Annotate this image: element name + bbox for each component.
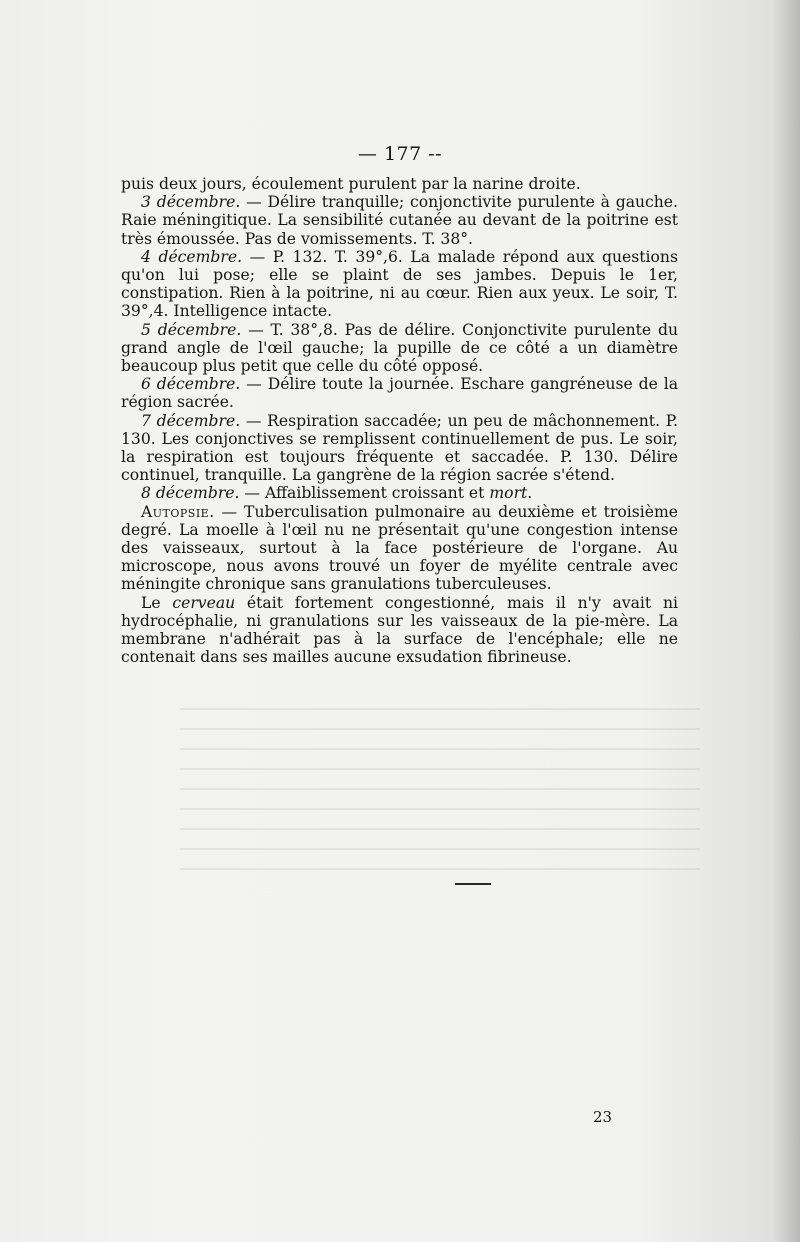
entry-6-decembre xyxy=(121,375,678,411)
entry-7-decembre xyxy=(121,412,678,485)
cerveau-pre: Le xyxy=(141,593,173,612)
entry-text: — Affaiblissement croissant et xyxy=(239,484,490,503)
autopsie-text: — Tuberculisation pulmonaire au deuxième et troisième degré. La moelle à l'œil nu ne présentait qu'une congestion intense des vaisseaux, surtout à la face postérieure de l'organe. Au microscope, nous avons trouvé un foyer de myélite centrale avec méningite chronique sans granulations tuberculeuses. xyxy=(121,502,678,594)
entry-date: 7 décembre. xyxy=(141,411,241,430)
entry-date: 3 décembre. xyxy=(141,193,241,212)
page-number: — 177 -- xyxy=(357,143,443,165)
end-rule xyxy=(455,883,491,885)
entry-date: 4 décembre. xyxy=(141,247,243,266)
entry-date: 6 décembre. xyxy=(141,375,241,394)
entry-text: — P. 132. T. 39°,6. La malade répond aux questions qu'on lui pose; elle se plaint de ses jambes. Depuis le 1er, constipation. Rien à la poitrine, ni au cœur. Rien aux yeux. Le soir, T. 39°,4. Intelligence intacte. xyxy=(121,247,678,321)
paragraph-continuation xyxy=(121,175,678,193)
entry-text-end: . xyxy=(527,484,533,503)
entry-text: — Délire tranquille; conjonctivite purulente à gauche. Raie méningitique. La sensibilité cutanée au devant de la poitrine est très émoussée. Pas de vomissements. T. 38°. xyxy=(121,193,678,248)
body-text xyxy=(121,175,678,666)
entry-text: — Respiration saccadée; un peu de mâchonnement. P. 130. Les conjonctives se remplissent continuellement de pus. Le soir, la respiration est toujours fréquente et saccadée. P. 130. Délire continuel, tranquille. La gangrène de la région sacrée s'étend. xyxy=(121,411,678,485)
entry-text-italic: mort xyxy=(489,484,528,503)
entry-text: — T. 38°,8. Pas de délire. Conjonctivite purulente du grand angle de l'œil gauche; la pupille de ce côté a un diamètre beaucoup plus petit que celle du côté opposé. xyxy=(121,320,678,376)
paragraph-text: puis deux jours, écoulement purulent par la narine droite. xyxy=(121,175,581,193)
page-edge-shadow xyxy=(772,0,800,1242)
autopsie-label: Autopsie. xyxy=(141,502,215,521)
entry-date: 8 décembre. xyxy=(141,484,240,503)
cerveau-text: était fortement congestionné, mais il n'y avait ni hydrocéphalie, ni granulations sur les vaisseaux de la pie-mère. La membrane n'adhérait pas à la surface de l'encéphale; elle ne contenait dans ses mailles aucune exsudation fibrineuse. xyxy=(121,593,678,667)
cerveau-paragraph xyxy=(121,594,678,667)
signature-mark: 23 xyxy=(593,1108,613,1126)
entry-text: — Délire toute la journée. Eschare gangréneuse de la région sacrée. xyxy=(121,375,678,412)
cerveau-word: cerveau xyxy=(172,593,236,612)
entry-4-decembre xyxy=(121,248,678,321)
show-through-texture xyxy=(180,690,700,888)
entry-3-decembre xyxy=(121,193,678,248)
entry-8-decembre xyxy=(121,484,678,502)
entry-5-decembre xyxy=(121,321,678,376)
entry-date: 5 décembre. xyxy=(141,320,242,339)
autopsie-paragraph xyxy=(121,503,678,594)
